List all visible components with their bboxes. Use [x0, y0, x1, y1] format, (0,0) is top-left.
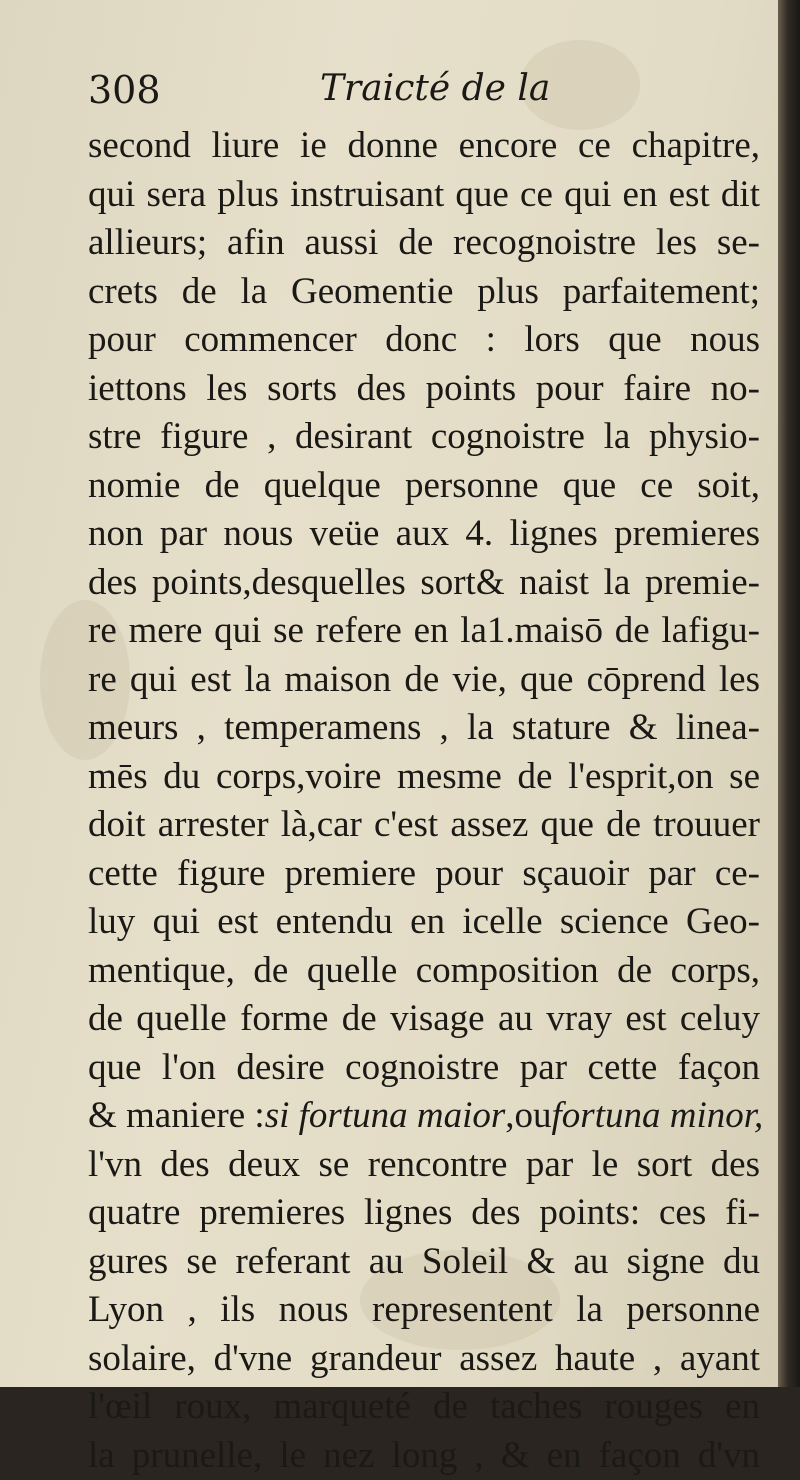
text-line: stre figure , desirant cognoistre la physio- [88, 413, 760, 462]
italic-phrase: fortuna minor, [552, 1095, 764, 1136]
text-line: second liure ie donne encore ce chapitre, [88, 122, 760, 171]
text-line: solaire, d'vne grandeur assez haute , ayant [88, 1335, 760, 1384]
text-line: qui sera plus instruisant que ce qui en est dit [88, 171, 760, 220]
text-line: re qui est la maison de vie, que cōprend les [88, 656, 760, 705]
text-line: mēs du corps,voire mesme de l'esprit,on se [88, 753, 760, 802]
text-line: gures se referant au Soleil & au signe du [88, 1238, 760, 1287]
text-line: doit arrester là,car c'est assez que de trouuer [88, 801, 760, 850]
text-line: pour commencer donc : lors que nous [88, 316, 760, 365]
text-line: quatre premieres lignes des points: ces fi- [88, 1189, 760, 1238]
text-line: Lyon , ils nous representent la personne [88, 1286, 760, 1335]
text-line: meurs , temperamens , la stature & linea- [88, 704, 760, 753]
running-title: Traicté de la [320, 68, 550, 109]
text-line: des points,desquelles sort& naist la premie- [88, 559, 760, 608]
italic-phrase: si fortuna maior [265, 1095, 506, 1136]
text-line: crets de la Geomentie plus parfaitement; [88, 268, 760, 317]
text-line: cette figure premiere pour sçauoir par ce- [88, 850, 760, 899]
text-line: luy qui est entendu en icelle science Geo- [88, 898, 760, 947]
text-fragment: & maniere : [88, 1095, 265, 1136]
text-fragment: ,ou [505, 1095, 551, 1136]
text-line: iettons les sorts des points pour faire no- [88, 365, 760, 414]
text-line-with-italic-phrase [88, 1092, 760, 1141]
text-line: que l'on desire cognoistre par cette façon [88, 1044, 760, 1093]
text-line: mentique, de quelle composition de corps, [88, 947, 760, 996]
page-number: 308 [88, 68, 161, 112]
text-line: l'œil roux, marqueté de taches rouges en [88, 1383, 760, 1432]
text-line: allieurs; afin aussi de recognoistre les se- [88, 219, 760, 268]
body-text [88, 122, 760, 1480]
text-line: non par nous veüe aux 4. lignes premieres [88, 510, 760, 559]
text-line: la prunelle, le nez long , & en façon d'vn [88, 1432, 760, 1480]
text-line: l'vn des deux se rencontre par le sort des [88, 1141, 760, 1190]
text-line: re mere qui se refere en la1.maisō de lafigu- [88, 607, 760, 656]
page-header [88, 68, 608, 128]
book-spine-shadow [778, 0, 800, 1387]
text-line: de quelle forme de visage au vray est celuy [88, 995, 760, 1044]
text-line: nomie de quelque personne que ce soit, [88, 462, 760, 511]
